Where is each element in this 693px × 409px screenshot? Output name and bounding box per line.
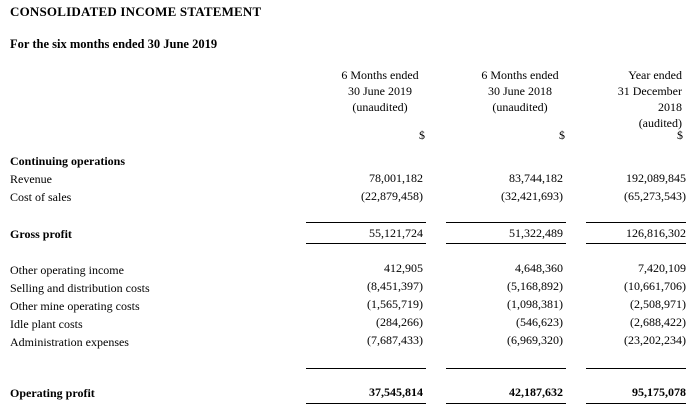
row-label-selling-distribution: Selling and distribution costs	[10, 281, 150, 295]
subtotal-rule	[446, 243, 566, 244]
value-gross-profit-2019: 55,121,724	[369, 226, 423, 240]
value-revenue-2018: 83,744,182	[509, 171, 563, 185]
currency-symbol: $	[559, 128, 565, 142]
total-rule	[446, 403, 566, 404]
section-heading-continuing: Continuing operations	[10, 154, 126, 168]
value-admin-fy2018: (23,202,234)	[624, 333, 686, 347]
column-header-line: (audited)	[638, 116, 682, 130]
value-idle-plant-2018: (546,623)	[516, 315, 563, 329]
value-selling-2018: (5,168,892)	[507, 279, 563, 293]
value-idle-plant-fy2018: (2,688,422)	[630, 315, 686, 329]
value-selling-2019: (8,451,397)	[367, 279, 423, 293]
currency-symbol: $	[419, 128, 425, 142]
subtotal-rule	[586, 243, 686, 244]
row-label-other-mine-costs: Other mine operating costs	[10, 299, 140, 313]
statement-period: For the six months ended 30 June 2019	[10, 37, 218, 51]
subtotal-rule	[586, 222, 686, 223]
row-label-revenue: Revenue	[10, 172, 52, 186]
value-admin-2018: (6,969,320)	[507, 333, 563, 347]
value-idle-plant-2019: (284,266)	[376, 315, 423, 329]
subtotal-rule	[446, 222, 566, 223]
row-label-administration-expenses: Administration expenses	[10, 335, 129, 349]
value-cost-of-sales-fy2018: (65,273,543)	[624, 189, 686, 203]
column-header-line: 6 Months ended	[481, 68, 559, 82]
row-label-cost-of-sales: Cost of sales	[10, 190, 72, 204]
subtotal-rule	[586, 368, 686, 369]
column-header-h1-2019	[320, 67, 440, 115]
column-header-line: 30 June 2018	[488, 84, 552, 98]
value-operating-profit-2018: 42,187,632	[509, 385, 563, 399]
column-header-line: 2018	[658, 100, 682, 114]
value-revenue-2019: 78,001,182	[369, 171, 423, 185]
value-operating-profit-fy2018: 95,175,078	[632, 385, 686, 399]
row-label-other-operating-income: Other operating income	[10, 263, 124, 277]
column-header-line: 6 Months ended	[341, 68, 419, 82]
value-cost-of-sales-2018: (32,421,693)	[501, 189, 563, 203]
value-operating-profit-2019: 37,545,814	[369, 385, 423, 399]
value-selling-fy2018: (10,661,706)	[624, 279, 686, 293]
value-cost-of-sales-2019: (22,879,458)	[361, 189, 423, 203]
column-header-fy-2018	[580, 67, 682, 131]
column-header-line: 30 June 2019	[348, 84, 412, 98]
value-other-mine-fy2018: (2,508,971)	[630, 297, 686, 311]
total-rule	[306, 403, 426, 404]
currency-symbol: $	[677, 128, 683, 142]
value-admin-2019: (7,687,433)	[367, 333, 423, 347]
value-gross-profit-fy2018: 126,816,302	[626, 226, 686, 240]
value-other-income-fy2018: 7,420,109	[638, 261, 686, 275]
column-header-line: Year ended	[628, 68, 682, 82]
subtotal-rule	[306, 368, 426, 369]
row-label-idle-plant-costs: Idle plant costs	[10, 317, 83, 331]
value-other-income-2018: 4,648,360	[515, 261, 563, 275]
total-rule	[586, 403, 686, 404]
column-header-h1-2018	[460, 67, 580, 115]
column-header-line: (unaudited)	[352, 100, 408, 114]
subtotal-rule	[306, 243, 426, 244]
subtotal-rule	[446, 368, 566, 369]
value-revenue-fy2018: 192,089,845	[626, 171, 686, 185]
value-gross-profit-2018: 51,322,489	[509, 226, 563, 240]
row-label-gross-profit: Gross profit	[10, 227, 72, 241]
column-header-line: (unaudited)	[492, 100, 548, 114]
row-label-operating-profit: Operating profit	[10, 386, 95, 400]
value-other-income-2019: 412,905	[384, 261, 423, 275]
value-other-mine-2018: (1,098,381)	[507, 297, 563, 311]
column-header-line: 31 December	[617, 84, 682, 98]
value-other-mine-2019: (1,565,719)	[367, 297, 423, 311]
subtotal-rule	[306, 222, 426, 223]
statement-title: CONSOLIDATED INCOME STATEMENT	[10, 4, 262, 19]
